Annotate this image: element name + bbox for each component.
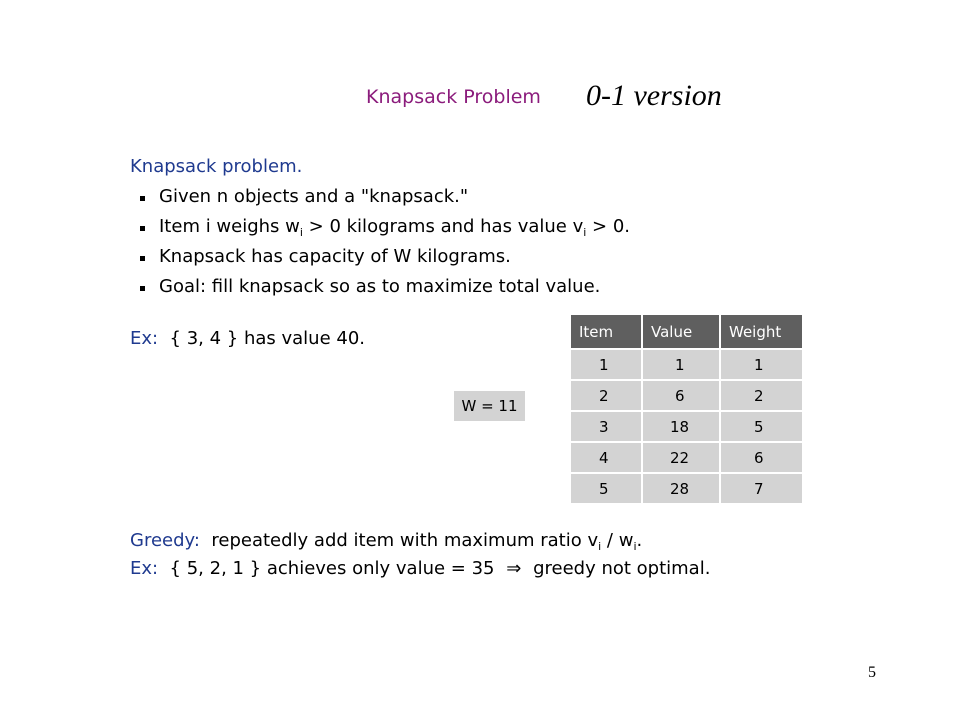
bullet-item bbox=[140, 184, 630, 214]
items-table bbox=[569, 313, 804, 505]
greedy-text-mid: / w bbox=[601, 530, 634, 551]
table-cell: 1 bbox=[720, 349, 803, 380]
example2-text-post: greedy not optimal. bbox=[533, 558, 711, 579]
bullet-item bbox=[140, 244, 630, 274]
table-row bbox=[570, 411, 803, 442]
example-text: { 3, 4 } has value 40. bbox=[169, 328, 366, 349]
bullet-icon bbox=[140, 196, 145, 201]
subscript: i bbox=[583, 226, 587, 239]
bullet-list bbox=[140, 184, 630, 304]
table-cell: 22 bbox=[642, 442, 720, 473]
table-cell: 1 bbox=[570, 349, 642, 380]
example2-label: Ex: bbox=[130, 558, 159, 579]
table-cell: 7 bbox=[720, 473, 803, 504]
table-cell: 2 bbox=[570, 380, 642, 411]
bullet-text: Given n objects and a "knapsack." bbox=[159, 186, 469, 207]
subscript: i bbox=[633, 540, 637, 553]
table-cell: 6 bbox=[720, 442, 803, 473]
table-cell: 1 bbox=[642, 349, 720, 380]
section-heading: Knapsack problem. bbox=[130, 156, 303, 177]
table-row bbox=[570, 442, 803, 473]
capacity-box: W = 11 bbox=[454, 391, 525, 421]
bullet-text-post: > 0. bbox=[586, 216, 630, 237]
example2-line bbox=[130, 558, 710, 579]
table-cell: 6 bbox=[642, 380, 720, 411]
column-header-item: Item bbox=[570, 314, 642, 349]
table-row bbox=[570, 473, 803, 504]
bullet-icon bbox=[140, 256, 145, 261]
column-header-weight: Weight bbox=[720, 314, 803, 349]
implies-arrow-icon: ⇒ bbox=[506, 558, 522, 579]
greedy-text-pre: repeatedly add item with maximum ratio v bbox=[211, 530, 599, 551]
table-cell: 18 bbox=[642, 411, 720, 442]
example2-text-pre: { 5, 2, 1 } achieves only value = 35 bbox=[169, 558, 495, 579]
table-row bbox=[570, 349, 803, 380]
table-row bbox=[570, 380, 803, 411]
bullet-item bbox=[140, 274, 630, 304]
page-number: 5 bbox=[868, 664, 876, 681]
table-cell: 4 bbox=[570, 442, 642, 473]
table-cell: 2 bbox=[720, 380, 803, 411]
table-header-row bbox=[570, 314, 803, 349]
table-cell: 3 bbox=[570, 411, 642, 442]
bullet-icon bbox=[140, 286, 145, 291]
bullet-text: Knapsack has capacity of W kilograms. bbox=[159, 246, 511, 267]
example-label: Ex: bbox=[130, 328, 159, 349]
bullet-text-pre: Item i weighs w bbox=[159, 216, 300, 237]
bullet-icon bbox=[140, 226, 145, 231]
greedy-text-post: . bbox=[636, 530, 643, 551]
table-cell: 28 bbox=[642, 473, 720, 504]
greedy-line bbox=[130, 530, 642, 553]
bullet-text-mid: > 0 kilograms and has value v bbox=[302, 216, 584, 237]
table-cell: 5 bbox=[720, 411, 803, 442]
bullet-text: Goal: fill knapsack so as to maximize total value. bbox=[159, 276, 601, 297]
column-header-value: Value bbox=[642, 314, 720, 349]
subscript: i bbox=[598, 540, 602, 553]
example-line bbox=[130, 328, 365, 349]
subscript: i bbox=[299, 226, 303, 239]
slide-title: Knapsack Problem bbox=[366, 86, 541, 108]
bullet-item bbox=[140, 214, 630, 244]
greedy-label: Greedy: bbox=[130, 530, 200, 551]
slide-subtitle: 0-1 version bbox=[586, 79, 722, 112]
table-cell: 5 bbox=[570, 473, 642, 504]
